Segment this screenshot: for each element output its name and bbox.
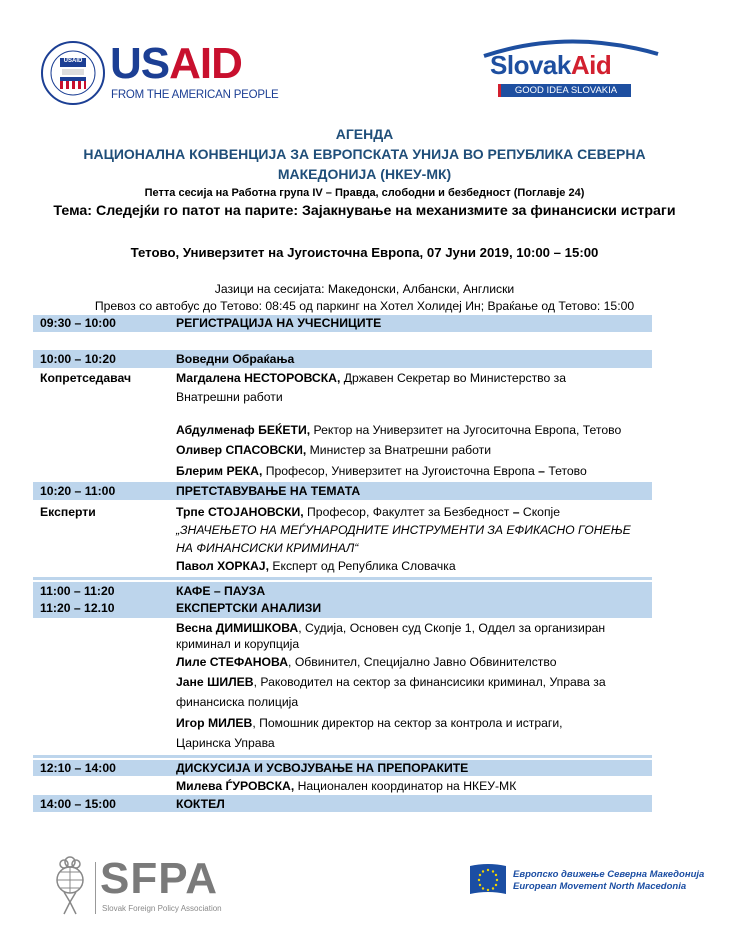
slovakaid-wordmark — [490, 50, 611, 81]
speaker-role: , Раководител на сектор за финансисики криминал, Управа за — [253, 675, 606, 689]
speaker-name: Весна ДИМИШКОВА — [176, 621, 299, 635]
transport-note: Превоз со автобус до Тетово: 08:45 од паркинг на Хотел Холидеј Ин; Враќање од Тетово: 15:00 — [94, 299, 635, 313]
band-divider — [33, 577, 652, 580]
dash: – — [534, 464, 549, 478]
row-time: 11:00 – 11:20 — [40, 584, 115, 598]
slovakaid-aid: Aid — [570, 50, 612, 80]
role-label: Копретседавач — [40, 371, 132, 385]
speaker-role: Национален координатор на НКЕУ-МК — [294, 779, 517, 793]
band-cocktail — [33, 795, 652, 812]
talk-title: „ЗНАЧЕЊЕТО НА МЕЃУНАРОДНИТЕ ИНСТРУМЕНТИ ЗА ЕФИКАСНО ГОНЕЊЕ — [176, 523, 631, 537]
row-title: ЕКСПЕРТСКИ АНАЛИЗИ — [176, 601, 322, 615]
speaker-role-cont: криминал и корупција — [176, 637, 300, 651]
usaid-seal-label: USAID — [63, 58, 83, 64]
speaker-name: Милева ЃУРОВСКА, — [176, 779, 295, 793]
speaker-role: Експерт од Република Словачка — [268, 559, 456, 573]
speaker-role-end: Тетово — [548, 464, 587, 478]
speaker-name: Павол ХОРКАЈ, — [176, 559, 269, 573]
band-break-analysis — [33, 582, 652, 618]
sfpa-divider — [95, 862, 96, 914]
row-time: 10:20 – 11:00 — [40, 484, 116, 498]
sfpa-name: SFPA — [100, 854, 219, 903]
usaid-aid: AID — [169, 39, 242, 88]
speaker-role: Професор, Универзитет на Југоисточна Европа — [262, 464, 535, 478]
speaker-name: Лиле СТЕФАНОВА — [176, 655, 289, 669]
talk-title: НА ФИНАНСИСКИ КРИМИНАЛ“ — [176, 541, 359, 555]
agenda-heading: АГЕНДА — [335, 126, 394, 142]
emnm-logo — [468, 862, 705, 898]
speaker-name: Абдулменаф БЕЌЕТИ, — [176, 423, 311, 437]
speaker-role-cont: финансиска полиција — [176, 695, 299, 709]
theme-title: Тема: Следејќи го патот на парите: Зајакнување на механизмите за финансиски истраги — [53, 203, 676, 219]
row-time: 12:10 – 14:00 — [40, 761, 116, 775]
speaker-role-cont: Царинска Управа — [176, 736, 275, 750]
row-title: КОКТЕЛ — [176, 797, 225, 811]
session-subtitle: Петта сесија на Работна група IV – Правда, слободни и безбедност (Поглавје 24) — [144, 187, 585, 199]
row-title: КАФЕ – ПАУЗА — [176, 584, 266, 598]
speaker-role: , Помошник директор на сектор за контрола и истраги, — [252, 716, 563, 730]
slovakaid-slovak: Slovak — [490, 50, 571, 80]
sfpa-logo — [50, 852, 250, 916]
speaker-role: Министер за Внатрешни работи — [306, 443, 492, 457]
row-time: 09:30 – 10:00 — [40, 316, 116, 330]
emnm-name-en: European Movement North Macedonia — [513, 881, 687, 892]
speaker-role: Професор, Факултет за Безбедност — [303, 505, 510, 519]
row-title: РЕГИСТРАЦИЈА НА УЧЕСНИЦИТЕ — [176, 316, 382, 330]
convention-title-line2: МАКЕДОНИЈА (НКЕУ-МК) — [277, 166, 452, 182]
row-time: 11:20 – 12.10 — [40, 601, 115, 615]
speaker-role: , Судија, Основен суд Скопје 1, Оддел за организиран — [298, 621, 606, 635]
row-title: ПРЕТСТАВУВАЊЕ НА ТЕМАТА — [176, 484, 361, 498]
dash: – — [509, 505, 523, 519]
speaker-name: Трпе СТОЈАНОВСКИ, — [176, 505, 304, 519]
speaker-role: , Обвинител, Специјално Јавно Обвинителство — [288, 655, 557, 669]
speaker-role: Државен Секретар во Министерство за — [340, 371, 567, 385]
slovakaid-tagline: GOOD IDEA SLOVAKIA — [498, 84, 631, 97]
sfpa-emblem-icon — [50, 852, 90, 916]
row-time: 14:00 – 15:00 — [40, 797, 116, 811]
band-divider2 — [33, 755, 652, 758]
usaid-seal-icon — [40, 38, 106, 108]
band-opening — [33, 350, 652, 368]
speaker-role-end: Скопје — [522, 505, 561, 519]
usaid-tagline: FROM THE AMERICAN PEOPLE — [111, 89, 279, 101]
slovakaid-logo — [478, 36, 663, 100]
speaker-name: Оливер СПАСОВСКИ, — [176, 443, 307, 457]
eu-flag-icon — [468, 862, 508, 898]
speaker-role-cont: Внатрешни работи — [176, 390, 283, 404]
speaker-name: Магдалена НЕСТОРОВСКА, — [176, 371, 341, 385]
usaid-wordmark — [110, 39, 242, 88]
row-title: ДИСКУСИЈА И УСВОЈУВАЊЕ НА ПРЕПОРАКИТЕ — [176, 761, 469, 775]
location-date: Тетово, Универзитет на Југоисточна Европа, 07 Јуни 2019, 10:00 – 15:00 — [130, 245, 599, 260]
row-time: 10:00 – 10:20 — [40, 352, 116, 366]
usaid-us: US — [110, 39, 170, 88]
sfpa-tagline: Slovak Foreign Policy Association — [102, 904, 222, 913]
role-label: Експерти — [40, 505, 96, 519]
emnm-name-mk: Европско движење Северна Македонија — [513, 869, 705, 880]
row-title: Воведни Обраќања — [176, 352, 295, 366]
speaker-name: Игор МИЛЕВ — [176, 716, 253, 730]
speaker-role: Ректор на Универзитет на Југоситочна Европа, Тетово — [310, 423, 622, 437]
convention-title-line1: НАЦИОНАЛНА КОНВЕНЦИЈА ЗА ЕВРОПСКАТА УНИЈА ВО РЕПУБЛИКА СЕВЕРНА — [83, 146, 646, 162]
usaid-logo — [40, 38, 279, 108]
languages-note: Јазици на сесијата: Македонски, Албански, Англиски — [214, 282, 515, 296]
speaker-name: Блерим РЕКА, — [176, 464, 263, 478]
speaker-name: Јане ШИЛЕВ — [176, 675, 254, 689]
